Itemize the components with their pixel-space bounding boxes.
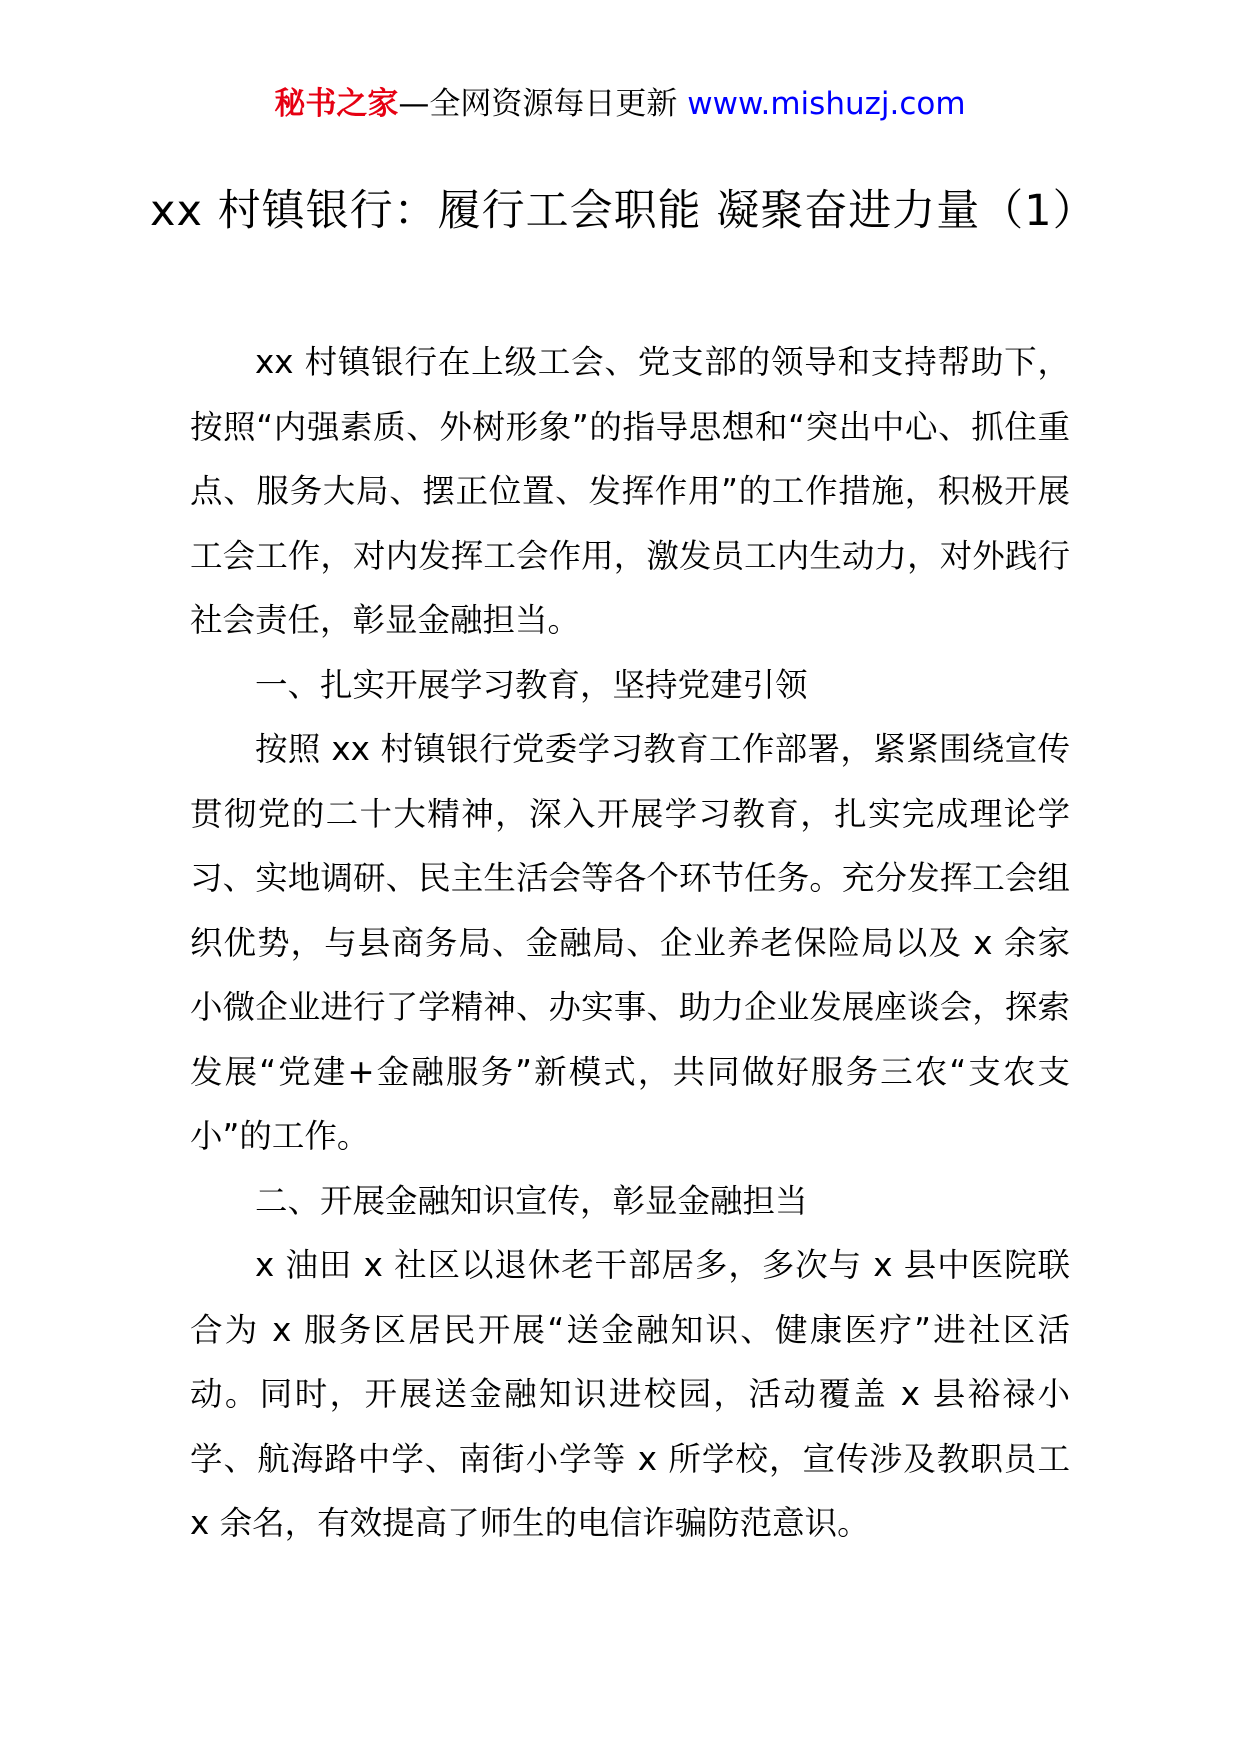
paragraph-intro: xx 村镇银行在上级工会、党支部的领导和支持帮助下，按照“内强素质、外树形象”的指导思想和“突出中心、抓住重点、服务大局、摆正位置、发挥作用”的工作措施，积极开展工会工作，对内发挥工会作用，激发员工内生动力，对外践行社会责任，彰显金融担当。 xyxy=(190,343,1070,639)
site-url-link[interactable]: www.mishuzj.com xyxy=(687,86,966,122)
document-title: xx 村镇银行：履行工会职能 凝聚奋进力量（1） xyxy=(150,186,1097,236)
document-body xyxy=(190,330,1070,1556)
site-header xyxy=(0,84,1240,124)
paragraph-section-1: 按照 xx 村镇银行党委学习教育工作部署，紧紧围绕宣传贯彻党的二十大精神，深入开展学习教育，扎实完成理论学习、实地调研、民主生活会等各个环节任务。充分发挥工会组织优势，与县商务局、金融局、企业养老保险局以及 x 余家小微企业进行了学精神、办实事、助力企业发展座谈会，探索发展“党建+金融服务”新模式，共同做好服务三农“支农支小”的工作。 xyxy=(190,730,1070,1155)
paragraph-section-2: x 油田 x 社区以退休老干部居多，多次与 x 县中医院联合为 x 服务区居民开展“送金融知识、健康医疗”进社区活动。同时，开展送金融知识进校园，活动覆盖 x 县裕禄小学、航海路中学、南街小学等 x 所学校，宣传涉及教职员工 x 余名，有效提高了师生的电信诈骗防范意识。 xyxy=(190,1246,1070,1542)
section-heading-2: 二、开展金融知识宣传，彰显金融担当 xyxy=(255,1181,808,1220)
section-heading-1: 一、扎实开展学习教育，坚持党建引领 xyxy=(255,665,808,704)
site-brand: 秘书之家 xyxy=(274,86,399,122)
site-tagline: —全网资源每日更新 xyxy=(398,86,678,122)
